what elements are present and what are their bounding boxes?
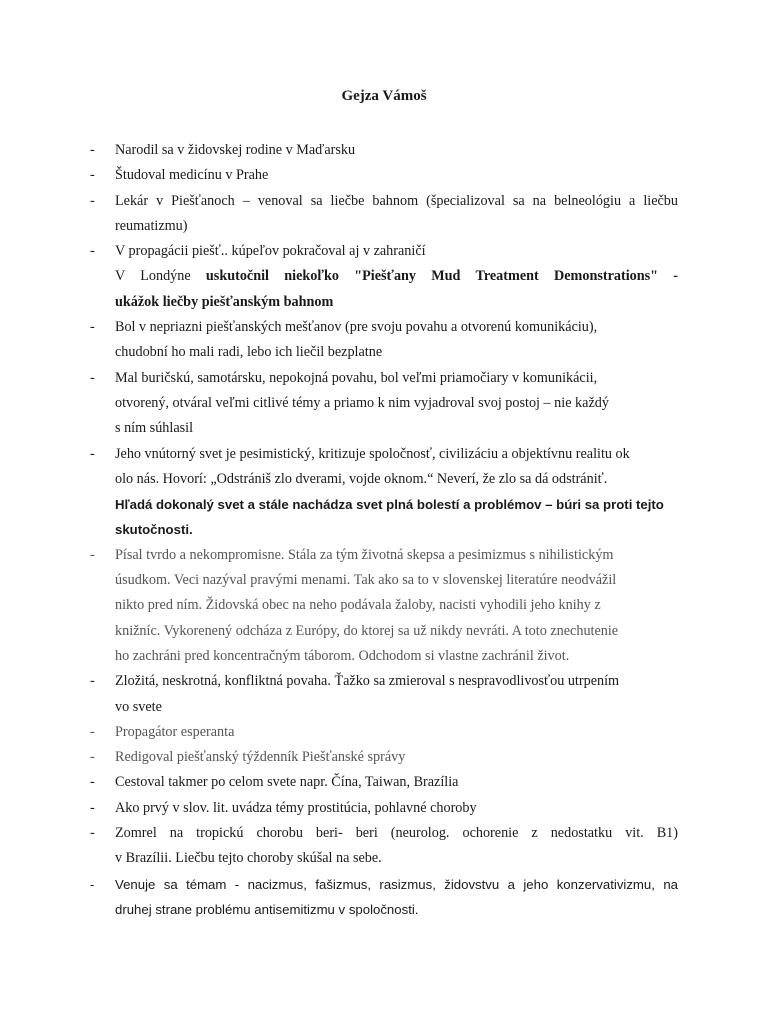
bullet-dash: - [90, 142, 95, 158]
item-text: Narodil sa v židovskej rodine v Maďarsku [115, 142, 356, 158]
item-text-line: Jeho vnútorný svet je pesimistický, kritizuje spoločnosť, civilizáciu a objektívnu realitu ok [115, 445, 630, 462]
bullet-dash: - [90, 749, 95, 766]
bullet-dash: - [90, 445, 95, 462]
item-text: Ako prvý v slov. lit. uvádza témy prostitúcia, pohlavné choroby [115, 799, 477, 816]
bullet-dash: - [90, 723, 95, 740]
list-item [90, 189, 678, 240]
item-text-plain: V Londýne [115, 268, 206, 285]
item-text-line: druhej strane problému antisemitizmu v spoločnosti. [115, 901, 419, 917]
item-text-bold: Hľadá dokonalý svet a stále nachádza svet plná bolestí a problémov – búri sa proti tejto [115, 497, 664, 513]
item-text-line: nikto pred ním. Židovská obec na neho podávala žaloby, nacisti vyhodili jeho knihy z [115, 597, 601, 614]
bullet-dash: - [90, 799, 95, 816]
bullet-dash: - [90, 319, 95, 336]
list-item [90, 138, 678, 163]
item-text-line: Venuje sa témam - nacizmus, fašizmus, rasizmus, židovstvu a jeho konzervativizmu, na [115, 876, 678, 892]
list-item [90, 163, 678, 188]
item-text-line: s ním súhlasil [115, 420, 194, 437]
item-text-line: vo svete [115, 698, 162, 715]
list-item [90, 442, 678, 543]
list-item [90, 720, 678, 745]
item-text-line: ho zachráni pred koncentračným táborom. Odchodom si vlastne zachránil život. [115, 647, 570, 664]
bullet-dash: - [90, 243, 95, 260]
bullet-dash: - [90, 546, 95, 563]
list-item [90, 239, 678, 315]
item-text: Propagátor esperanta [115, 723, 235, 740]
item-text-line: Mal buričskú, samotársku, nepokojná povahu, bol veľmi priamočiary v komunikácii, [115, 369, 598, 386]
item-text-line: úsudkom. Veci nazýval pravými menami. Tak ako sa to v slovenskej literatúre neodvážil [115, 572, 617, 589]
item-text-line: chudobní ho mali radi, lebo ich liečil bezplatne [115, 344, 383, 361]
list-item [90, 366, 678, 442]
list-item [90, 745, 678, 770]
item-text-line: knižníc. Vykorenený odcháza z Európy, do ktorej sa už nikdy nevráti. A toto znechutenie [115, 622, 619, 639]
item-text-line [115, 264, 678, 289]
list-item [90, 796, 678, 821]
bullet-dash: - [90, 673, 95, 690]
bullet-dash: - [90, 167, 95, 184]
item-text-line: Lekár v Piešťanoch – venoval sa liečbe bahnom (špecializoval sa na belneológiu a liečbu [115, 192, 678, 209]
list-item [90, 315, 678, 366]
item-text-line: otvorený, otváral veľmi citlivé témy a priamo k nim vyjadroval svoj postoj – nie každý [115, 394, 609, 411]
item-text-line: Písal tvrdo a nekompromisne. Stála za tým životná skepsa a pesimizmus s nihilistickým [115, 546, 614, 563]
item-text: Študoval medicínu v Prahe [115, 167, 269, 184]
item-text-line: Zložitá, neskrotná, konfliktná povaha. Ťažko sa zmieroval s nespravodlivosťou utrpením [115, 673, 620, 690]
item-text-line: reumatizmu) [115, 217, 188, 234]
list-item [90, 770, 678, 795]
bullet-dash: - [90, 192, 95, 209]
list-item [90, 669, 678, 720]
page-title: Gejza Vámoš [341, 88, 427, 104]
bullet-dash: - [90, 369, 95, 386]
item-text-line: olo nás. Hovorí: „Odstrániš zlo dverami, vojde oknom.“ Neverí, že zlo sa dá odstrániť. [115, 470, 608, 487]
item-text-line: Zomrel na tropickú chorobu beri- beri (neurolog. ochorenie z nedostatku vit. B1) [115, 825, 678, 842]
item-text-line: v Brazílii. Liečbu tejto choroby skúšal na sebe. [115, 850, 382, 867]
item-text-bold: uskutočnil niekoľko "Piešťany Mud Treatment Demonstrations" - [205, 268, 678, 285]
list-item [90, 821, 678, 872]
bullet-list [90, 138, 678, 922]
list-item [90, 543, 678, 669]
item-text-bold: ukážok liečby piešťanským bahnom [115, 293, 334, 310]
item-text-line: Bol v nepriazni piešťanských mešťanov (pre svoju povahu a otvorenú komunikáciu), [115, 319, 598, 336]
list-item [90, 872, 678, 923]
bullet-dash: - [90, 825, 95, 842]
item-text-bold: skutočnosti. [115, 522, 193, 538]
item-text-line: V propagácii piešť.. kúpeľov pokračoval aj v zahraničí [115, 243, 426, 260]
item-text: Cestoval takmer po celom svete napr. Čína, Taiwan, Brazília [115, 774, 459, 791]
bullet-dash: - [90, 774, 95, 791]
item-text: Redigoval piešťanský týždenník Piešťanské správy [115, 749, 406, 766]
bullet-dash: - [90, 876, 95, 892]
